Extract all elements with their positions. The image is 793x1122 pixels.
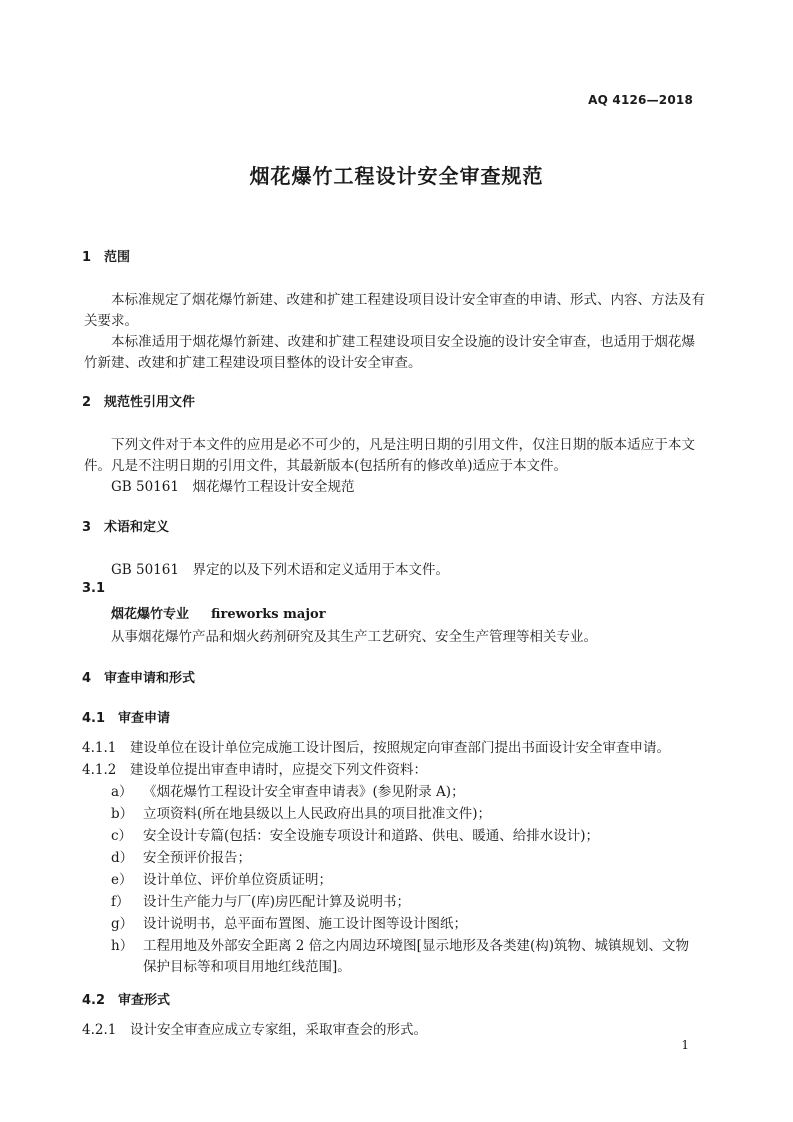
term-definition: 从事烟花爆竹产品和烟火药剂研究及其生产工艺研究、安全生产管理等相关专业。 (111, 629, 597, 645)
list-item-label: c） (111, 828, 133, 844)
section-1-para-1-line-2: 关要求。 (84, 313, 138, 329)
section-3-title: 术语和定义 (104, 520, 170, 535)
list-item (111, 846, 251, 866)
document-title: 烟花爆竹工程设计安全审查规范 (249, 164, 544, 188)
list-item-text: 设计单位、评价单位资质证明； (143, 872, 332, 888)
section-3-number: 3 (82, 520, 92, 535)
clause-4-1-heading (82, 707, 170, 726)
page-number: 1 (681, 1038, 689, 1052)
section-1-para-2-line-2: 竹新建、改建和扩建工程建设项目整体的设计安全审查。 (84, 355, 422, 371)
clause-4-2-heading (82, 989, 170, 1008)
standard-number: AQ 4126—2018 (588, 93, 693, 107)
list-item-text: 安全预评价报告； (143, 850, 251, 866)
list-item-text: 设计生产能力与厂(库)房匹配计算及说明书； (143, 894, 411, 910)
list-item-label: g） (111, 916, 134, 932)
section-3-intro: GB 50161 界定的以及下列术语和定义适用于本文件。 (111, 562, 449, 578)
clause-4-1-2-text: 建设单位提出审查申请时，应提交下列文件资料： (130, 762, 427, 778)
list-item-continuation: 保护目标等和项目用地红线范围]。 (143, 959, 351, 975)
list-item (111, 934, 689, 954)
list-item-label: f） (111, 894, 130, 910)
list-item-label: h） (111, 938, 134, 954)
list-item (111, 802, 491, 822)
clause-4-1-1-text: 建设单位在设计单位完成施工设计图后，按照规定向审查部门提出书面设计安全审查申请。 (130, 740, 670, 756)
clause-4-1-2-number: 4.1.2 (82, 762, 117, 778)
list-item (111, 824, 599, 844)
section-2-para-line-2: 件。凡是不注明日期的引用文件，其最新版本(包括所有的修改单)适应于本文件。 (84, 458, 568, 474)
clause-4-1-1-number: 4.1.1 (82, 740, 117, 756)
list-item (111, 780, 465, 800)
list-item-text: 工程用地及外部安全距离 2 倍之内周边环境图[显示地形及各类建(构)筑物、城镇规划、文物 (143, 938, 689, 954)
section-2-heading (82, 391, 195, 410)
section-2-para-line-1: 下列文件对于本文件的应用是必不可少的，凡是注明日期的引用文件，仅注日期的版本适应于本文 (111, 437, 695, 453)
section-4-number: 4 (82, 671, 92, 686)
list-item (111, 868, 332, 888)
clause-4-1-1 (82, 736, 670, 756)
section-2-title: 规范性引用文件 (104, 395, 196, 410)
clause-4-2-1-text: 设计安全审查应成立专家组，采取审查会的形式。 (130, 1022, 427, 1038)
section-1-title: 范围 (104, 250, 131, 265)
clause-4-2-number: 4.2 (82, 993, 106, 1008)
clause-4-1-number: 4.1 (82, 711, 106, 726)
clause-3-1-number: 3.1 (82, 581, 106, 596)
section-4-heading (82, 667, 195, 686)
clause-4-2-1 (82, 1018, 427, 1038)
section-3-heading (82, 516, 169, 535)
section-4-title: 审查申请和形式 (104, 671, 196, 686)
term-entry (111, 603, 326, 622)
section-1-number: 1 (82, 250, 92, 265)
list-item-text: 设计说明书，总平面布置图、施工设计图等设计图纸； (143, 916, 467, 932)
clause-4-1-2 (82, 758, 427, 778)
list-item-label: a） (111, 784, 133, 800)
list-item-text: 立项资料(所在地县级以上人民政府出具的项目批准文件)； (143, 806, 492, 822)
normative-reference: GB 50161 烟花爆竹工程设计安全规范 (111, 479, 355, 495)
list-item-label: e） (111, 872, 133, 888)
clause-4-1-title: 审查申请 (118, 711, 171, 726)
section-1-heading (82, 246, 130, 265)
list-item-label: d） (111, 850, 134, 866)
clause-4-2-1-number: 4.2.1 (82, 1022, 117, 1038)
list-item-label: b） (111, 806, 134, 822)
list-item (111, 890, 410, 910)
section-2-number: 2 (82, 395, 92, 410)
term-english: fireworks major (211, 607, 326, 622)
section-1-para-1-line-1: 本标准规定了烟花爆竹新建、改建和扩建工程建设项目设计安全审查的申请、形式、内容、方法及有 (111, 292, 705, 308)
clause-4-2-title: 审查形式 (118, 993, 171, 1008)
list-item (111, 912, 467, 932)
list-item-text: 《烟花爆竹工程设计安全审查申请表》(参见附录 A)； (143, 784, 465, 800)
list-item-text: 安全设计专篇(包括：安全设施专项设计和道路、供电、暖通、给排水设计)； (143, 828, 600, 844)
term-chinese: 烟花爆竹专业 (111, 607, 190, 622)
section-1-para-2-line-1: 本标准适用于烟花爆竹新建、改建和扩建工程建设项目安全设施的设计安全审查，也适用于烟花爆 (111, 334, 695, 350)
